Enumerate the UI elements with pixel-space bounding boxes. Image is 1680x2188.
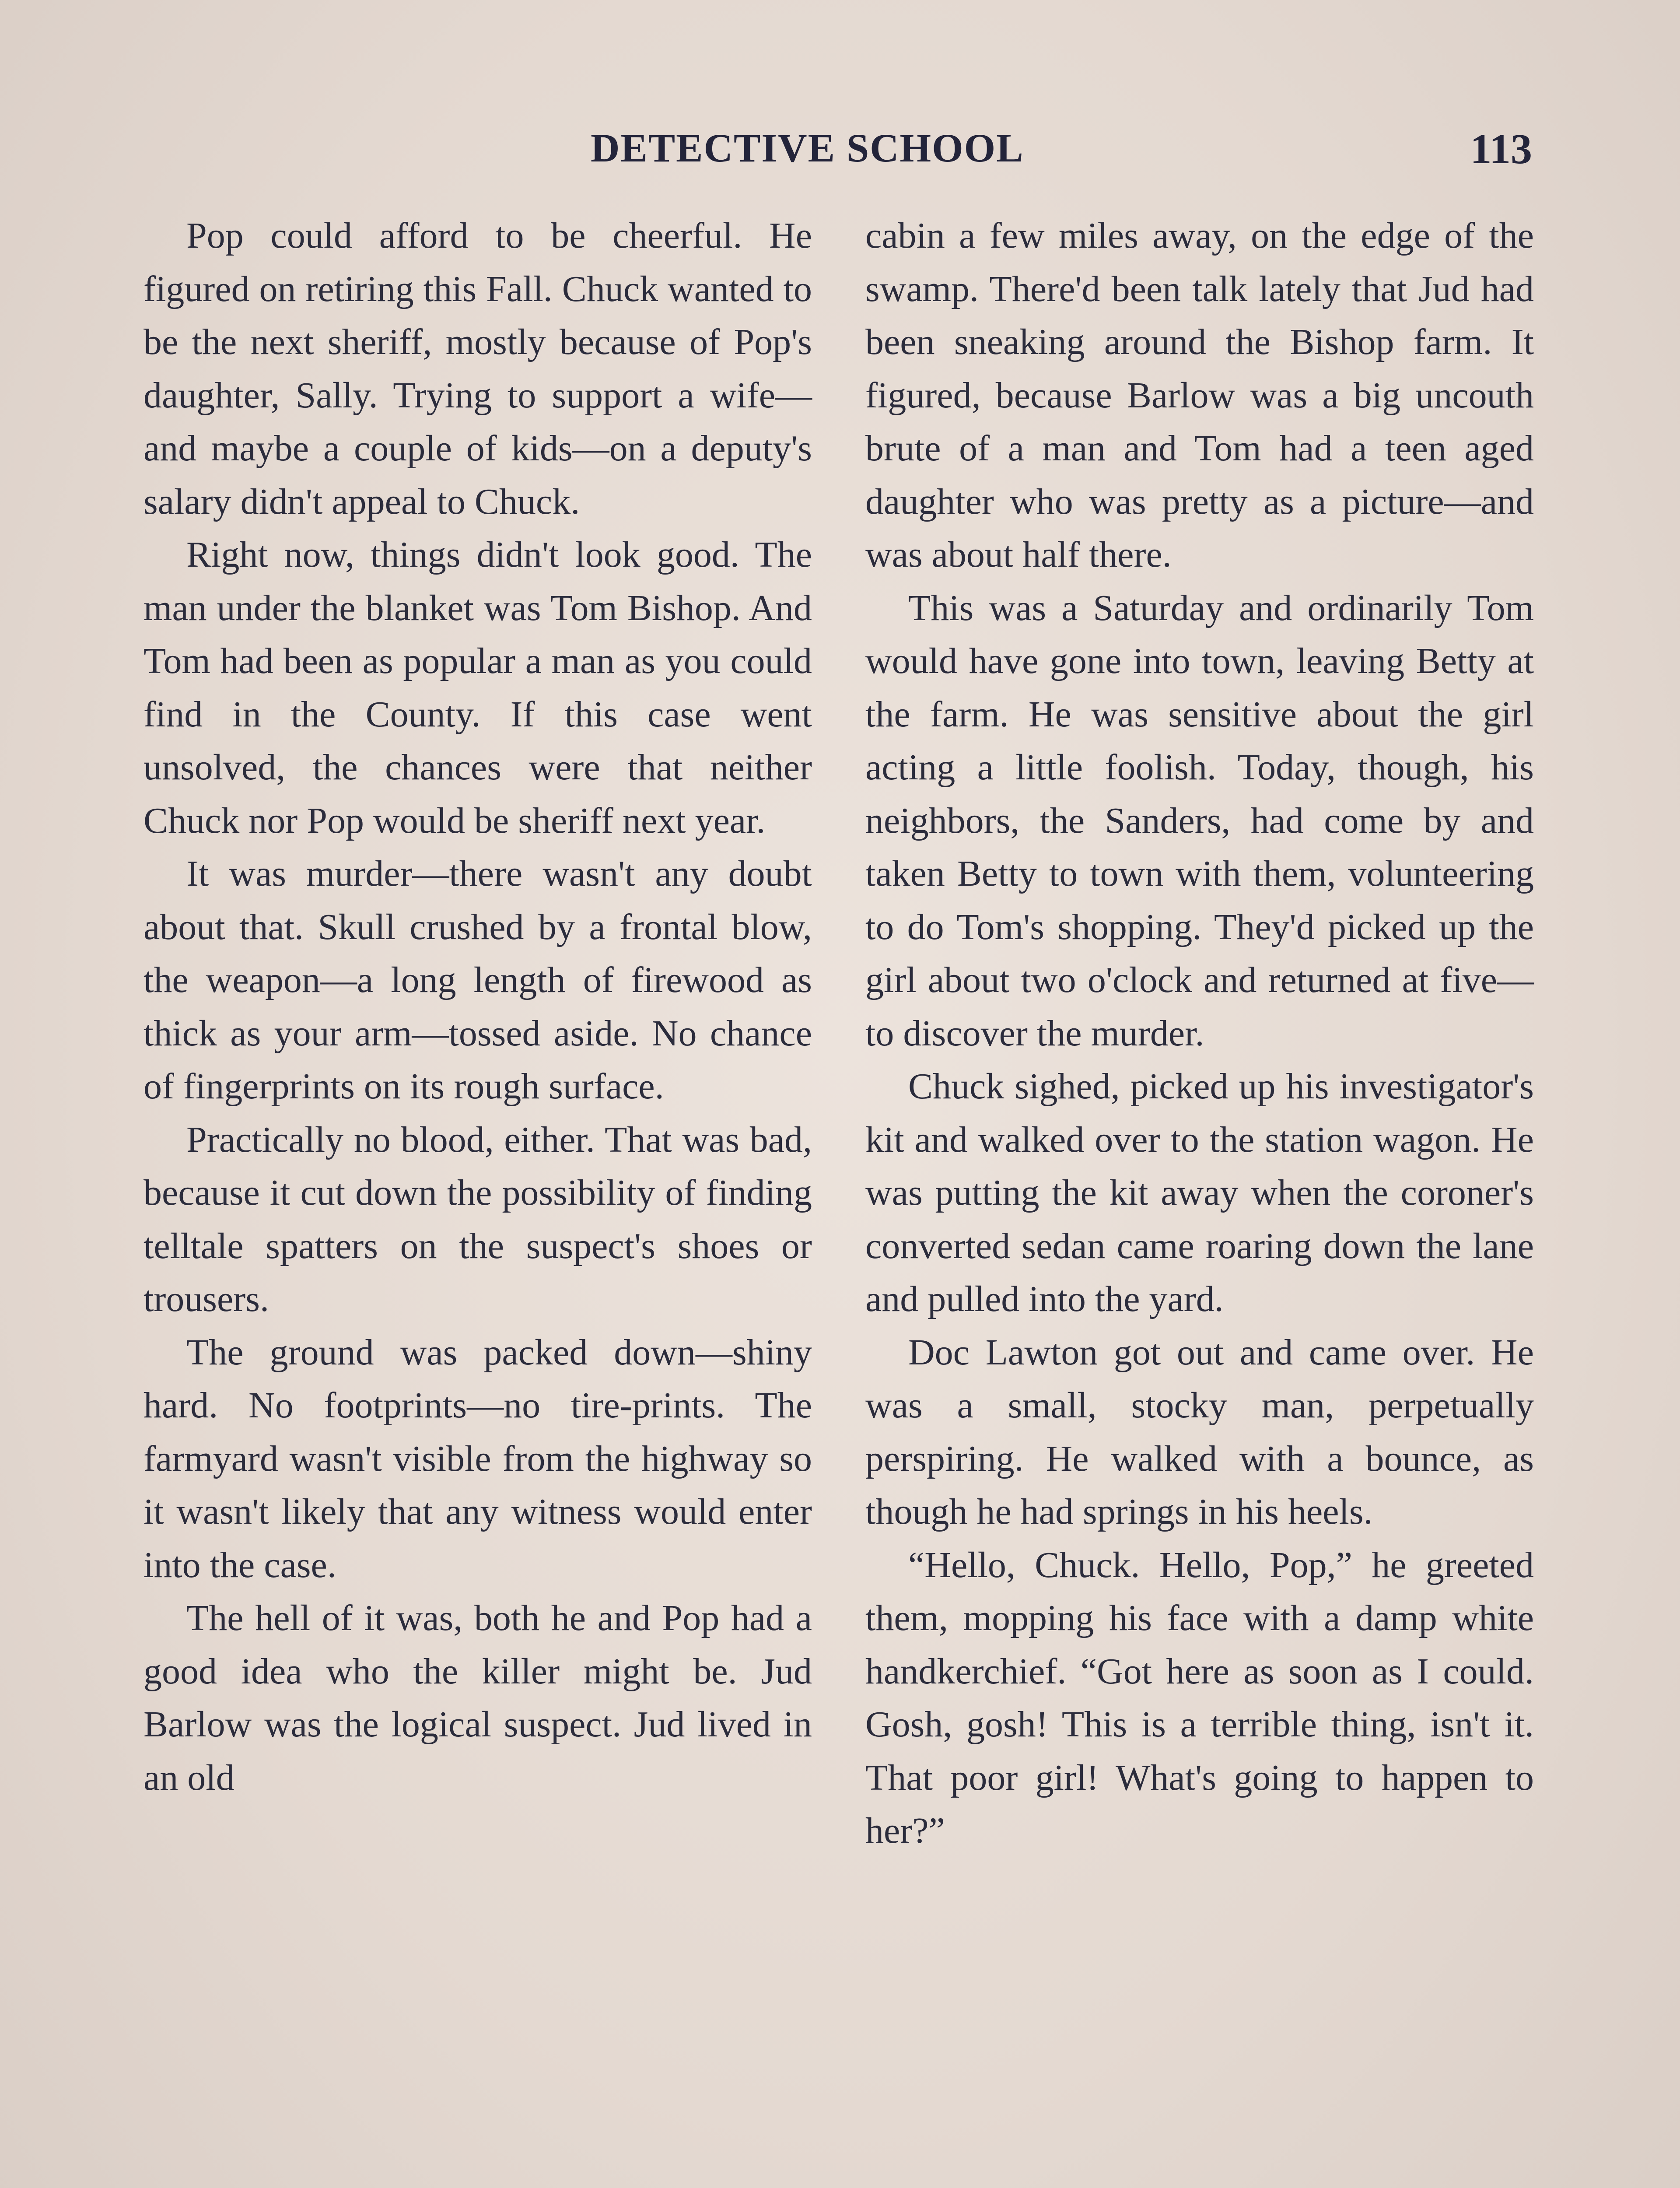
paragraph: This was a Saturday and ordinarily Tom would have gone into town, leaving Betty at the farm. He was sensitive about the girl acting a little foolish. Today, though, his neighbors, the Sanders, had come by and taken Betty to town with them, volunteering to do Tom's shopping. They'd picked up the girl about two o'clock and returned at five—to discover the murder. bbox=[865, 587, 1534, 1054]
paragraph: Practically no blood, either. That was bad, because it cut down the possibility of finding telltale spatters on the suspect's shoes or trousers. bbox=[144, 1119, 812, 1319]
left-text-column bbox=[144, 209, 812, 1804]
paragraph: Chuck sighed, picked up his investigator's kit and walked over to the station wagon. He was putting the kit away when the coroner's converted sedan came roaring down the lane and pulled into the yard. bbox=[865, 1066, 1534, 1319]
paragraph: “Hello, Chuck. Hello, Pop,” he greeted them, mopping his face with a damp white handkerchief. “Got here as soon as I could. Gosh, gosh! This is a terrible thing, isn't it. That poor girl! What's going to happen to her?” bbox=[865, 1544, 1534, 1851]
paragraph-continued: cabin a few miles away, on the edge of the swamp. There'd been talk lately that Jud had been sneaking around the Bishop farm. It figured, because Barlow was a big uncouth brute of a man and Tom had a teen aged daughter who was pretty as a picture—and was about half there. bbox=[865, 215, 1534, 575]
paragraph: It was murder—there wasn't any doubt about that. Skull crushed by a frontal blow, the weapon—a long length of firewood as thick as your arm—tossed aside. No chance of fingerprints on its rough surface. bbox=[144, 853, 812, 1107]
right-text-column bbox=[865, 209, 1534, 1858]
paragraph: The hell of it was, both he and Pop had a good idea who the killer might be. Jud Barlow was the logical suspect. Jud lived in an old bbox=[144, 1598, 812, 1798]
running-head-title: DETECTIVE SCHOOL bbox=[591, 126, 1024, 170]
paragraph: The ground was packed down—shiny hard. No footprints—no tire-prints. The farmyard wasn't visible from the highway so it wasn't likely that any witness would enter into the case. bbox=[144, 1332, 812, 1585]
paragraph: Right now, things didn't look good. The man under the blanket was Tom Bishop. And Tom had been as popular a man as you could find in the County. If this case went unsolved, the chances were that neither Chuck nor Pop would be sheriff next year. bbox=[144, 534, 812, 841]
paragraph: Doc Lawton got out and came over. He was a small, stocky man, perpetually perspiring. He walked with a bounce, as though he had springs in his heels. bbox=[865, 1332, 1534, 1532]
paragraph: Pop could afford to be cheerful. He figured on retiring this Fall. Chuck wanted to be the next sheriff, mostly because of Pop's daughter, Sally. Trying to support a wife—and maybe a couple of kids—on a deputy's salary didn't appeal to Chuck. bbox=[144, 215, 812, 522]
page-number: 113 bbox=[1470, 126, 1532, 173]
